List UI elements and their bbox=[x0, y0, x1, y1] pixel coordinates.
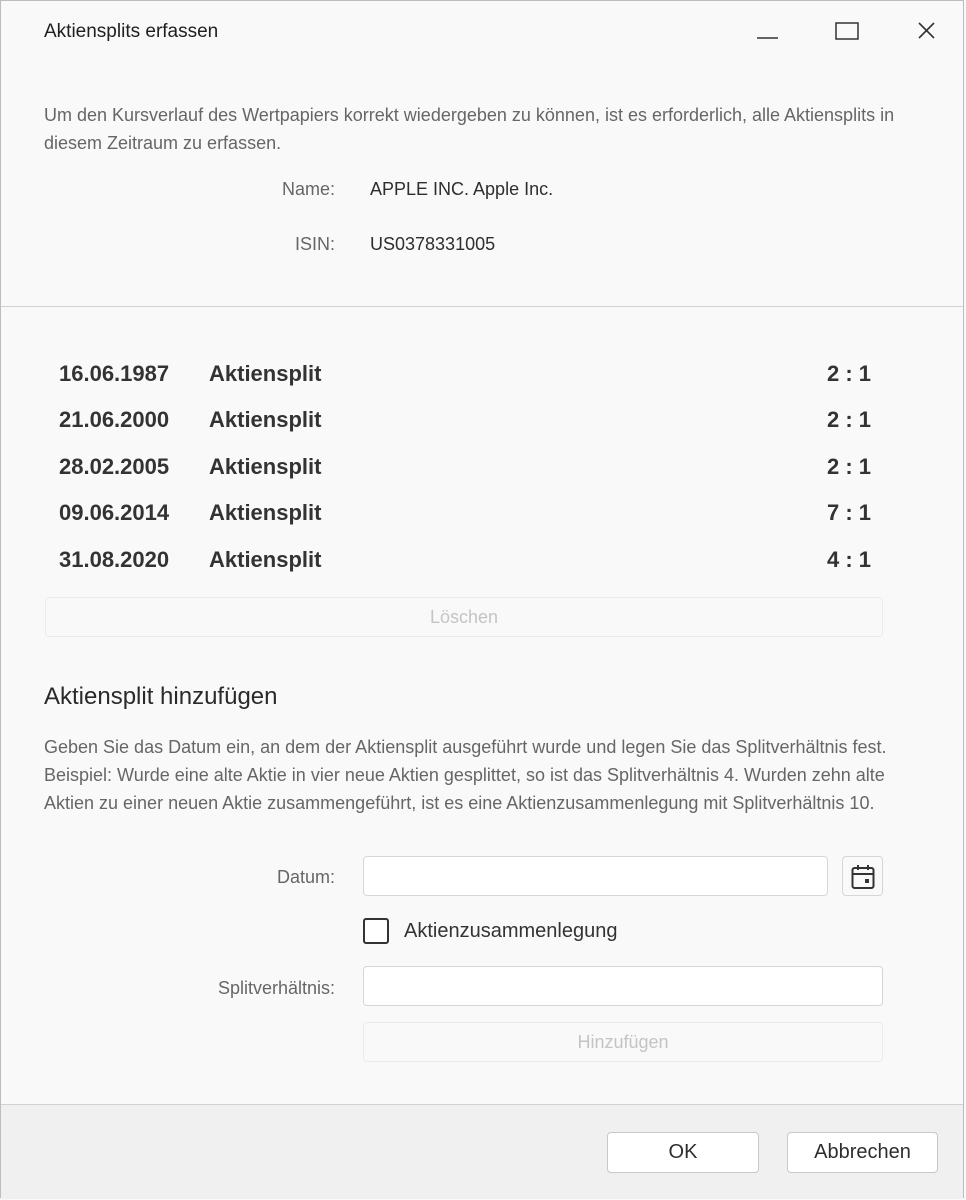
date-label: Datum: bbox=[276, 867, 335, 887]
isin-value: US0378331005 bbox=[370, 234, 496, 254]
merge-checkbox[interactable] bbox=[363, 918, 389, 944]
split-row[interactable] bbox=[59, 500, 871, 530]
minimize-button[interactable] bbox=[747, 15, 787, 49]
name-label: Name: bbox=[281, 179, 335, 199]
add-button[interactable]: Hinzufügen bbox=[363, 1022, 883, 1062]
split-type: Aktiensplit bbox=[209, 547, 322, 572]
add-section-description: Geben Sie das Datum ein, an dem der Aktiensplit ausgeführt wurde und legen Sie das Splitverhältnis fest. Beispiel: Wurde eine alte Aktie in vier neue Aktien gesplittet, so ist das Splitverhältnis 4. Wurden zehn alte Aktien zu einer neuen Aktie zusammengeführt, ist es eine Aktienzusammenlegung mit Splitverhältnis 10. bbox=[44, 737, 887, 813]
ratio-input[interactable] bbox=[363, 966, 883, 1006]
split-date: 31.08.2020 bbox=[59, 547, 170, 572]
split-type: Aktiensplit bbox=[209, 500, 322, 525]
isin-label: ISIN: bbox=[294, 234, 335, 254]
merge-checkbox-label[interactable]: Aktienzusammenlegung bbox=[404, 920, 618, 942]
section-divider bbox=[1, 306, 963, 307]
add-section-title: Aktiensplit hinzufügen bbox=[44, 683, 278, 710]
split-ratio: 2 : 1 bbox=[826, 361, 871, 386]
delete-button[interactable]: Löschen bbox=[45, 597, 883, 637]
split-type: Aktiensplit bbox=[209, 407, 322, 432]
name-value: APPLE INC. Apple Inc. bbox=[370, 179, 554, 199]
minimize-icon bbox=[747, 15, 787, 49]
cancel-button[interactable]: Abbrechen bbox=[787, 1132, 938, 1173]
split-ratio: 4 : 1 bbox=[826, 547, 871, 572]
calendar-icon bbox=[851, 864, 875, 890]
split-date: 09.06.2014 bbox=[59, 500, 170, 525]
close-button[interactable] bbox=[907, 15, 947, 49]
split-type: Aktiensplit bbox=[209, 454, 322, 479]
maximize-icon bbox=[827, 15, 867, 49]
split-date: 21.06.2000 bbox=[59, 407, 170, 432]
close-icon bbox=[907, 15, 947, 49]
calendar-button[interactable] bbox=[842, 856, 883, 896]
split-ratio: 2 : 1 bbox=[826, 407, 871, 432]
split-row[interactable] bbox=[59, 361, 871, 391]
split-row[interactable] bbox=[59, 454, 871, 484]
ratio-label: Splitverhältnis: bbox=[217, 978, 335, 998]
split-ratio: 7 : 1 bbox=[826, 500, 871, 525]
split-date: 16.06.1987 bbox=[59, 361, 170, 386]
intro-text: Um den Kursverlauf des Wertpapiers korrekt wiedergeben zu können, ist es erforderlich, alle Aktiensplits in diesem Zeitraum zu erfassen. bbox=[44, 105, 895, 153]
split-date: 28.02.2005 bbox=[59, 454, 170, 479]
title-bar bbox=[1, 1, 963, 63]
window-title: Aktiensplits erfassen bbox=[44, 21, 219, 42]
split-row[interactable] bbox=[59, 547, 871, 577]
date-input[interactable] bbox=[363, 856, 828, 896]
ok-button[interactable]: OK bbox=[607, 1132, 759, 1173]
split-ratio: 2 : 1 bbox=[826, 454, 871, 479]
split-row[interactable] bbox=[59, 407, 871, 437]
split-type: Aktiensplit bbox=[209, 361, 322, 386]
maximize-button[interactable] bbox=[827, 15, 867, 49]
